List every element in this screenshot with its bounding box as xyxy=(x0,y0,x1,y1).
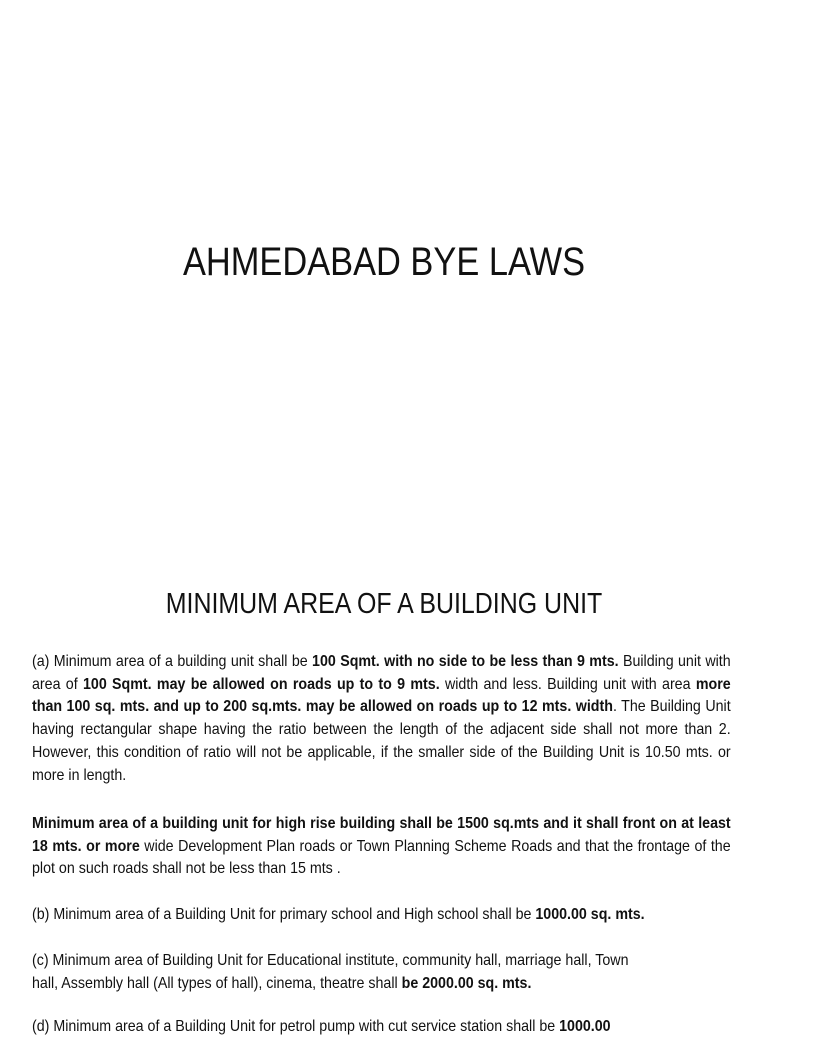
para-d-bold: 1000.00 xyxy=(559,1018,611,1035)
para-a-text-2: Building unit with area of xyxy=(32,653,731,693)
para-d-text: (d) Minimum area of a Building Unit for petrol pump with cut service station shall be xyxy=(32,1018,560,1035)
page-title: AHMEDABAD BYE LAWS xyxy=(182,240,586,284)
para-b-bold: 1000.00 sq. mts. xyxy=(535,906,645,923)
para-b-text: (b) Minimum area of a Building Unit for primary school and High school shall be xyxy=(32,906,536,923)
paragraph-b xyxy=(32,904,731,927)
para-a-text-4: . The Building Unit having rectangular shape having the ratio between the length of the adjacent side shall not more than 2. However, this condition of ratio will not be applicable, if the smaller side of the Building Unit is 10.50 mts. or more in length. xyxy=(32,698,731,784)
paragraph-high-rise xyxy=(32,813,731,881)
para-a-bold-1: 100 Sqmt. with no side to be less than 9 mts. xyxy=(312,653,619,670)
paragraph-d xyxy=(32,1016,731,1039)
para-c-bold: be 2000.00 sq. mts. xyxy=(401,974,532,992)
para-a-text-1: (a) Minimum area of a building unit shall be xyxy=(32,653,313,670)
paragraph-c xyxy=(32,950,731,995)
para-a-bold-3: more than 100 sq. mts. and up to 200 sq.mts. may be allowed on roads up to 12 mts. width xyxy=(32,675,731,716)
high-rise-bold: Minimum area of a building unit for high rise building shall be 1500 sq.mts and it shall front on at least 18 mts. or more xyxy=(32,815,731,855)
para-c-line-2: hall, Assembly hall (All types of hall), cinema, theatre shall xyxy=(32,974,402,992)
para-a-text-3: width and less. Building unit with area xyxy=(439,675,696,693)
section-title: MINIMUM AREA OF A BUILDING UNIT xyxy=(165,588,603,620)
paragraph-a xyxy=(32,651,731,787)
high-rise-text: wide Development Plan roads or Town Planning Scheme Roads and that the frontage of the plot on such roads shall not be less than 15 mts . xyxy=(32,837,731,878)
para-a-bold-2: 100 Sqmt. may be allowed on roads up to to 9 mts. xyxy=(82,675,440,693)
para-c-line-1: (c) Minimum area of Building Unit for Educational institute, community hall, marriage hall, Town xyxy=(32,952,629,969)
